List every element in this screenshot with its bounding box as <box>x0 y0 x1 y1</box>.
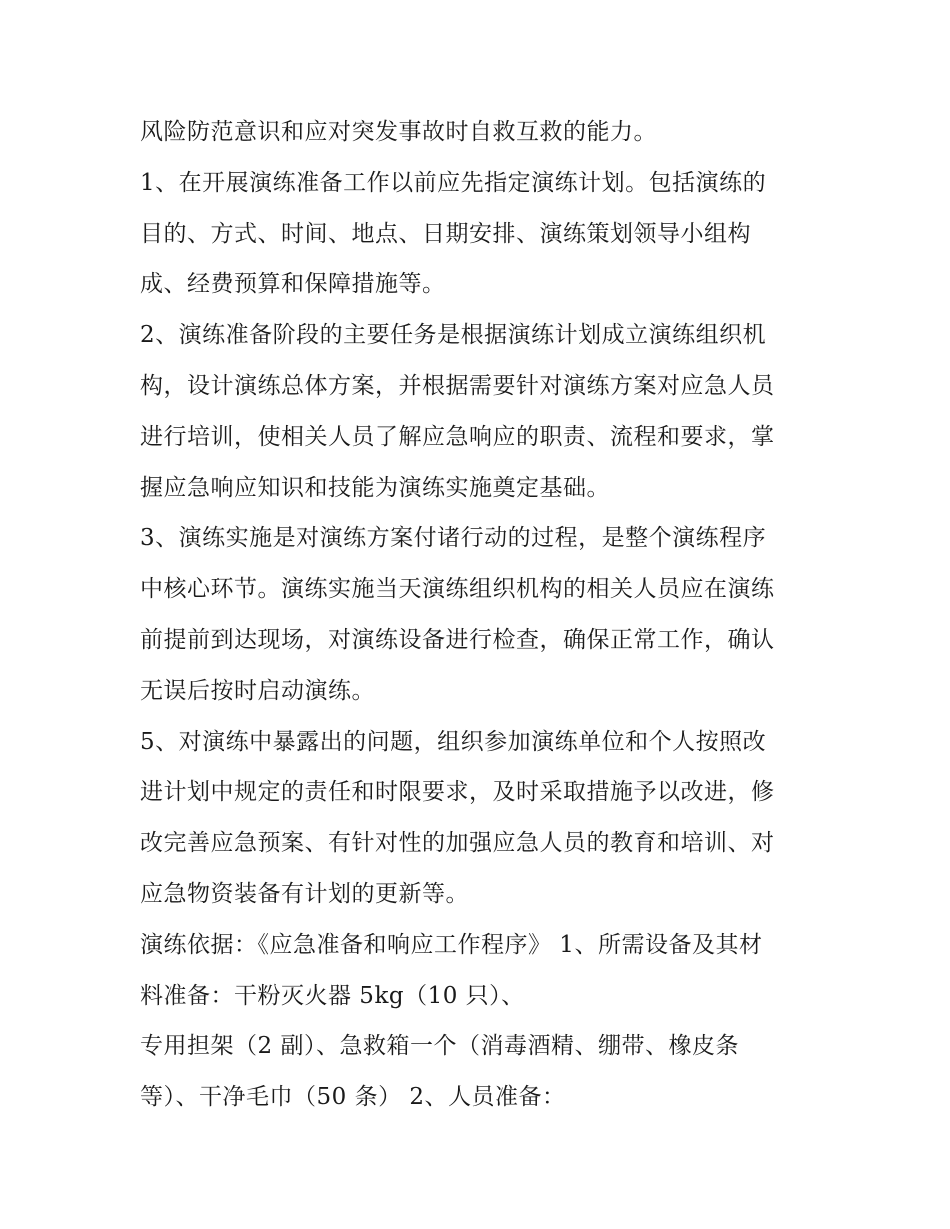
text-line: 风险防范意识和应对突发事故时自救互救的能力。 <box>140 119 657 145</box>
text-line: 成、经费预算和保障措施等。 <box>140 271 446 298</box>
text-line: 5、对演练中暴露出的问题，组织参加演练单位和个人按照改 <box>140 728 767 755</box>
text-line: 料准备：干粉灭火器 5kg（10 只）、 <box>140 982 525 1009</box>
text-line: 改完善应急预案、有针对性的加强应急人员的教育和培训、对 <box>140 830 775 857</box>
text-line: 3、演练实施是对演练方案付诸行动的过程，是整个演练程序 <box>140 525 767 552</box>
text-line: 构，设计演练总体方案，并根据需要针对演练方案对应急人员 <box>140 372 775 399</box>
text-line: 2、演练准备阶段的主要任务是根据演练计划成立演练组织机 <box>140 322 767 349</box>
text-line: 演练依据：《应急准备和响应工作程序》 1、所需设备及其材 <box>140 931 763 958</box>
document-body <box>140 107 820 1123</box>
text-line: 应急物资装备有计划的更新等。 <box>140 880 469 907</box>
text-line: 1、在开展演练准备工作以前应先指定演练计划。包括演练的 <box>140 169 767 196</box>
text-line: 无误后按时启动演练。 <box>140 677 375 704</box>
text-line: 等）、干净毛巾（50 条） 2、人员准备： <box>140 1084 566 1111</box>
text-line: 目的、方式、时间、地点、日期安排、演练策划领导小组构 <box>140 220 751 247</box>
text-line: 进行培训，使相关人员了解应急响应的职责、流程和要求，掌 <box>140 423 775 450</box>
text-line: 前提前到达现场，对演练设备进行检查，确保正常工作，确认 <box>140 626 775 653</box>
text-line: 进计划中规定的责任和时限要求，及时采取措施予以改进，修 <box>140 779 775 806</box>
text-line: 中核心环节。演练实施当天演练组织机构的相关人员应在演练 <box>140 576 775 603</box>
text-line: 专用担架（2 副）、急救箱一个（消毒酒精、绷带、橡皮条 <box>140 1033 739 1060</box>
text-line: 握应急响应知识和技能为演练实施奠定基础。 <box>140 474 610 501</box>
